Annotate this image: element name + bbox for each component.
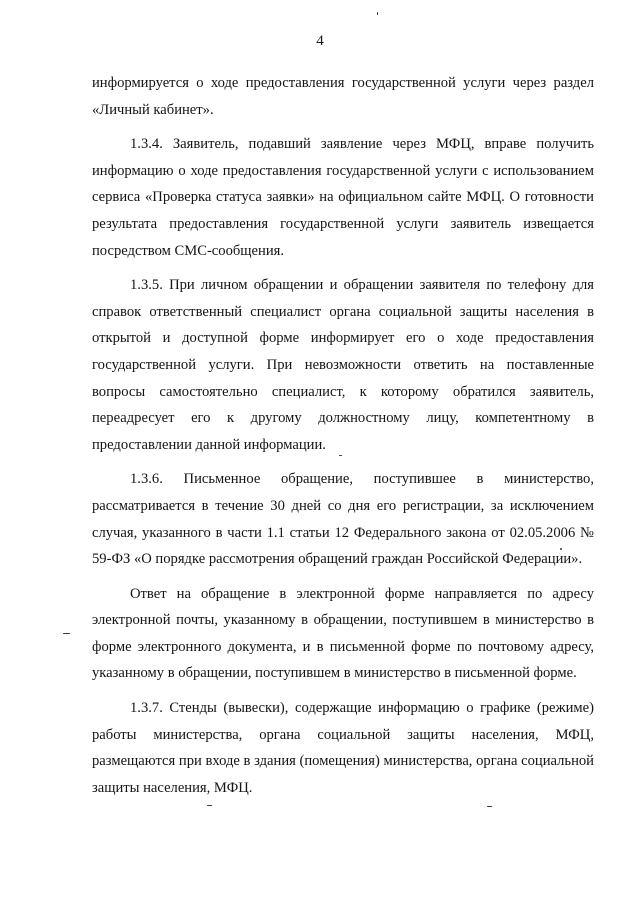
- scan-speck: [63, 633, 70, 634]
- paragraph-1-3-6: 1.3.6. Письменное обращение, поступившее в министерство, рассматривается в течение 30 дней со дня его регистрации, за исключением случая, указанного в части 1.1 статьи 12 Федерального закона от 02.05.2006 № 59-ФЗ «О порядке рассмотрения обращений граждан Российской Федерации».: [92, 471, 594, 568]
- paragraph-1-3-5: 1.3.5. При личном обращении и обращении заявителя по телефону для справок ответственный специалист органа социальной защиты населения в открытой и доступной форме информирует его о ходе предоставления государственной услуги. При невозможности ответить на поставленные вопросы самостоятельно специалист, к которому обратился заявитель, переадресует его к другому должностному лицу, компетентному в предоставлении данной информации.: [92, 277, 594, 453]
- document-body: [92, 70, 594, 809]
- scan-speck: [560, 548, 562, 550]
- paragraph-personal-cabinet: информируется о ходе предоставления государственной услуги через раздел «Личный кабинет».: [92, 75, 594, 118]
- page-number: 4: [316, 33, 324, 49]
- paragraph-electronic-reply: Ответ на обращение в электронной форме направляется по адресу электронной почты, указанному в обращении, поступившем в министерство в форме электронного документа, и в письменной форме по почтовому адресу, указанному в обращении, поступившем в министерство в письменной форме.: [92, 585, 594, 682]
- scan-speck: [339, 455, 342, 456]
- scan-speck: [207, 805, 212, 806]
- paragraph-1-3-7: 1.3.7. Стенды (вывески), содержащие информацию о графике (режиме) работы министерства, органа социальной защиты населения, МФЦ, размещаются при входе в здания (помещения) министерства, органа социальной защиты населения, МФЦ.: [92, 700, 594, 796]
- scan-speck: [377, 12, 378, 15]
- paragraph-1-3-4: 1.3.4. Заявитель, подавший заявление через МФЦ, вправе получить информацию о ходе предоставления государственной услуги с использованием сервиса «Проверка статуса заявки» на официальном сайте МФЦ. О готовности результата предоставления государственной услуги заявитель извещается посредством СМС-сообщения.: [92, 136, 594, 259]
- scan-speck: [487, 806, 492, 807]
